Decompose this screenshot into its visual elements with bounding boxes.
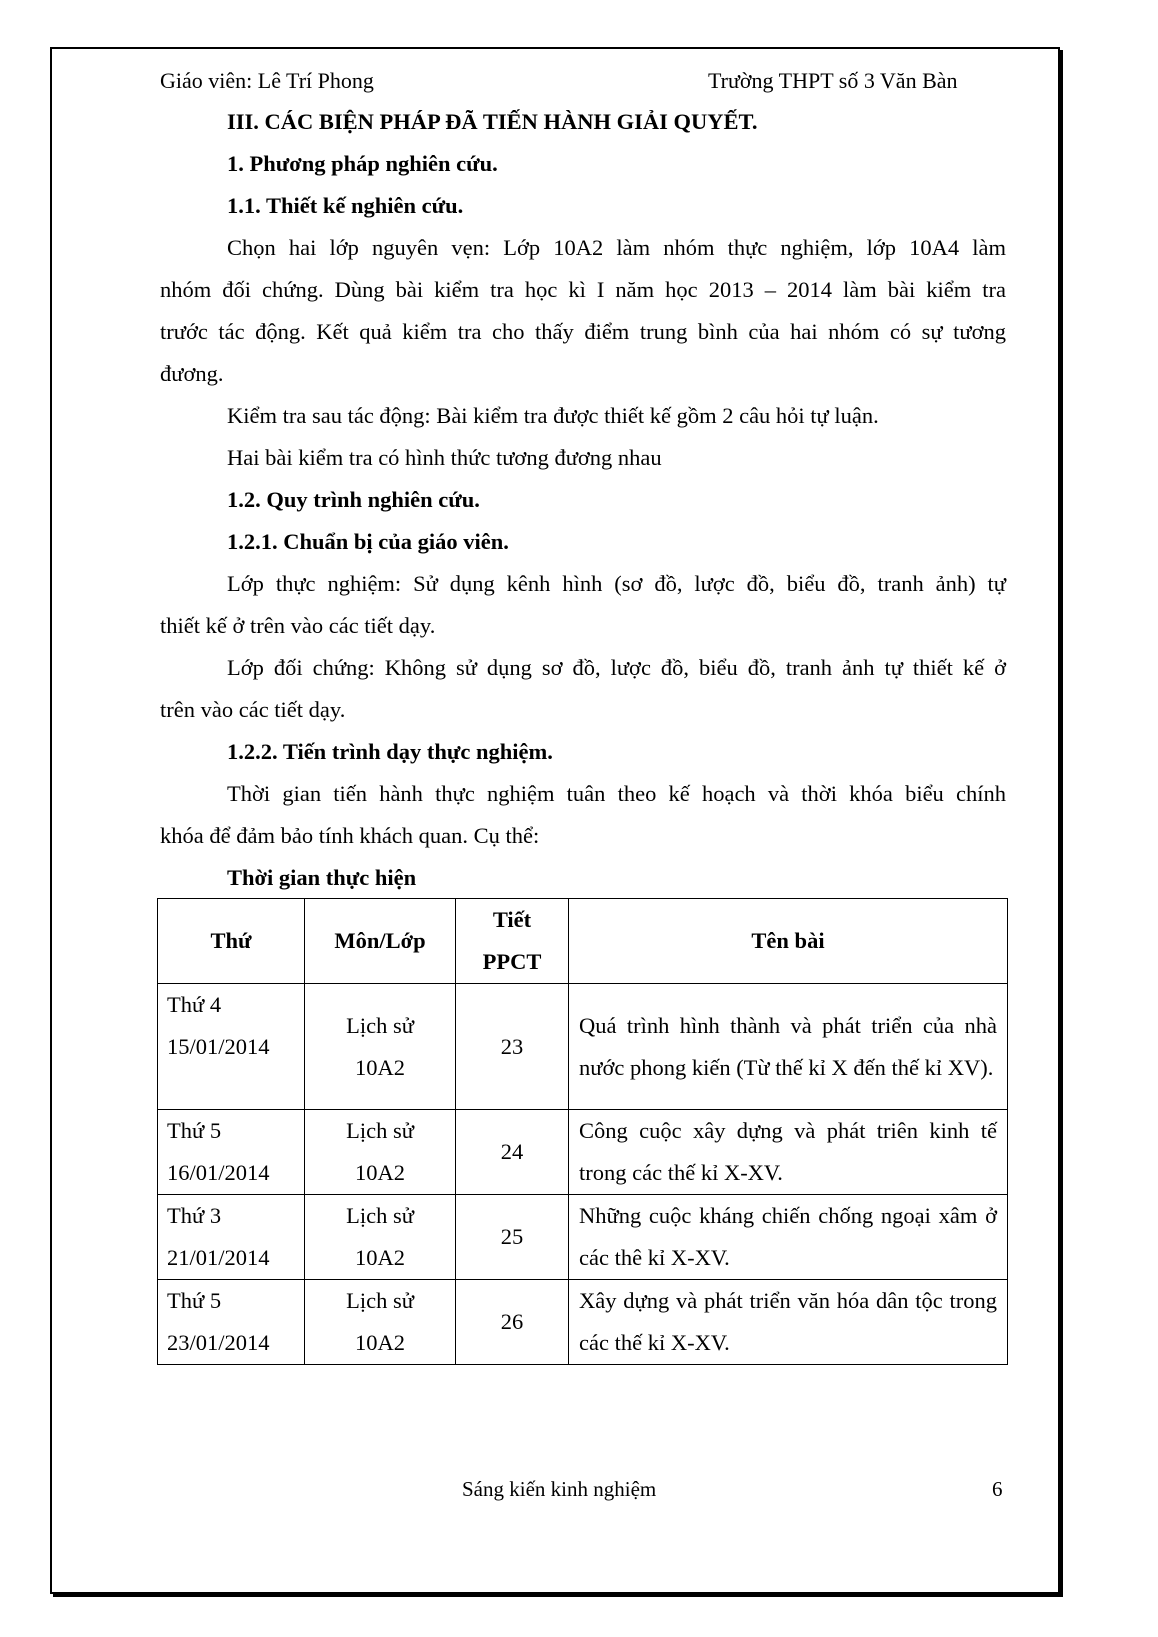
table-row	[158, 1195, 1008, 1280]
class: 10A2	[355, 1054, 405, 1080]
cell-period: 23	[456, 984, 569, 1110]
cell-subject-class	[305, 1110, 456, 1195]
subject: Lịch sử	[346, 1012, 414, 1038]
footer-title: Sáng kiến kinh nghiệm	[462, 1477, 657, 1501]
schedule-table	[157, 898, 1008, 1365]
day-name: Thứ 4	[167, 992, 222, 1017]
cell-period: 25	[456, 1195, 569, 1280]
heading-research-method: 1. Phương pháp nghiên cứu.	[227, 151, 498, 176]
cell-subject-class	[305, 1195, 456, 1280]
table-row	[158, 984, 1008, 1110]
header-subject-class: Môn/Lớp	[305, 899, 456, 984]
table-caption: Thời gian thực hiện	[227, 865, 417, 890]
page-number: 6	[992, 1477, 1003, 1501]
heading-research-design: 1.1. Thiết kế nghiên cứu.	[227, 193, 464, 218]
cell-day	[158, 984, 305, 1110]
para-experimental-line1: Lớp thực nghiệm: Sử dụng kênh hình (sơ đồ, lược đồ, biểu đồ, tranh ảnh) tự	[227, 571, 1006, 596]
table-header-row	[158, 899, 1008, 984]
day-name: Thứ 3	[167, 1203, 222, 1228]
para-design-line2: nhóm đối chứng. Dùng bài kiểm tra học kì I năm học 2013 – 2014 làm bài kiểm tra	[160, 277, 1006, 302]
heading-research-process: 1.2. Quy trình nghiên cứu.	[227, 487, 480, 512]
class: 10A2	[355, 1245, 405, 1270]
para-equivalent-tests: Hai bài kiểm tra có hình thức tương đương nhau	[227, 445, 662, 470]
subject: Lịch sử	[346, 1118, 414, 1143]
day-date: 21/01/2014	[167, 1245, 270, 1270]
para-schedule-line1: Thời gian tiến hành thực nghiệm tuân theo kế hoạch và thời khóa biểu chính	[227, 781, 1006, 806]
subject: Lịch sử	[346, 1288, 414, 1313]
class: 10A2	[355, 1160, 405, 1185]
header-lesson: Tên bài	[569, 899, 1008, 984]
para-control-line1: Lớp đối chứng: Không sử dụng sơ đồ, lược đồ, biểu đồ, tranh ảnh tự thiết kế ở	[227, 655, 1006, 680]
para-schedule-line2: khóa để đảm bảo tính khách quan. Cụ thể:	[160, 823, 540, 848]
class: 10A2	[355, 1330, 405, 1355]
header-school: Trường THPT số 3 Văn Bàn	[708, 68, 958, 93]
cell-period: 24	[456, 1110, 569, 1195]
cell-period: 26	[456, 1280, 569, 1365]
cell-lesson: Quá trình hình thành và phát triển của nhà nước phong kiến (Từ thế kỉ X đến thế kỉ XV).	[569, 984, 1008, 1110]
header-period-line2: PPCT	[482, 949, 542, 974]
heading-teaching-progress: 1.2.2. Tiến trình dạy thực nghiệm.	[227, 739, 553, 764]
cell-lesson: Những cuộc kháng chiến chống ngoại xâm ở các thê kỉ X-XV.	[569, 1195, 1008, 1280]
day-date: 16/01/2014	[167, 1160, 270, 1185]
para-posttest: Kiểm tra sau tác động: Bài kiểm tra được thiết kế gồm 2 câu hỏi tự luận.	[227, 403, 879, 428]
header-day: Thứ	[158, 899, 305, 984]
section-title: III. CÁC BIỆN PHÁP ĐÃ TIẾN HÀNH GIẢI QUYẾT.	[227, 109, 758, 134]
subject: Lịch sử	[346, 1203, 414, 1228]
cell-subject-class	[305, 1280, 456, 1365]
header-period-line1: Tiết	[492, 907, 532, 932]
cell-day	[158, 1280, 305, 1365]
day-date: 23/01/2014	[167, 1330, 270, 1355]
table-row	[158, 1110, 1008, 1195]
para-design-line4: đương.	[160, 361, 224, 386]
cell-lesson: Công cuộc xây dựng và phát triên kinh tế trong các thế kỉ X-XV.	[569, 1110, 1008, 1195]
cell-day	[158, 1110, 305, 1195]
para-experimental-line2: thiết kế ở trên vào các tiết dạy.	[160, 613, 436, 638]
day-name: Thứ 5	[167, 1288, 222, 1313]
para-design-line3: trước tác động. Kết quả kiểm tra cho thấy điểm trung bình của hai nhóm có sự tương	[160, 319, 1006, 344]
para-design-line1: Chọn hai lớp nguyên vẹn: Lớp 10A2 làm nhóm thực nghiệm, lớp 10A4 làm	[227, 235, 1006, 260]
table-row	[158, 1280, 1008, 1365]
cell-day	[158, 1195, 305, 1280]
cell-lesson: Xây dựng và phát triển văn hóa dân tộc trong các thế kỉ X-XV.	[569, 1280, 1008, 1365]
day-date: 15/01/2014	[167, 1034, 270, 1059]
cell-subject-class	[305, 984, 456, 1110]
heading-teacher-preparation: 1.2.1. Chuẩn bị của giáo viên.	[227, 529, 509, 554]
header-period	[456, 899, 569, 984]
para-control-line2: trên vào các tiết dạy.	[160, 697, 346, 722]
day-name: Thứ 5	[167, 1118, 222, 1143]
header-teacher: Giáo viên: Lê Trí Phong	[160, 68, 374, 93]
